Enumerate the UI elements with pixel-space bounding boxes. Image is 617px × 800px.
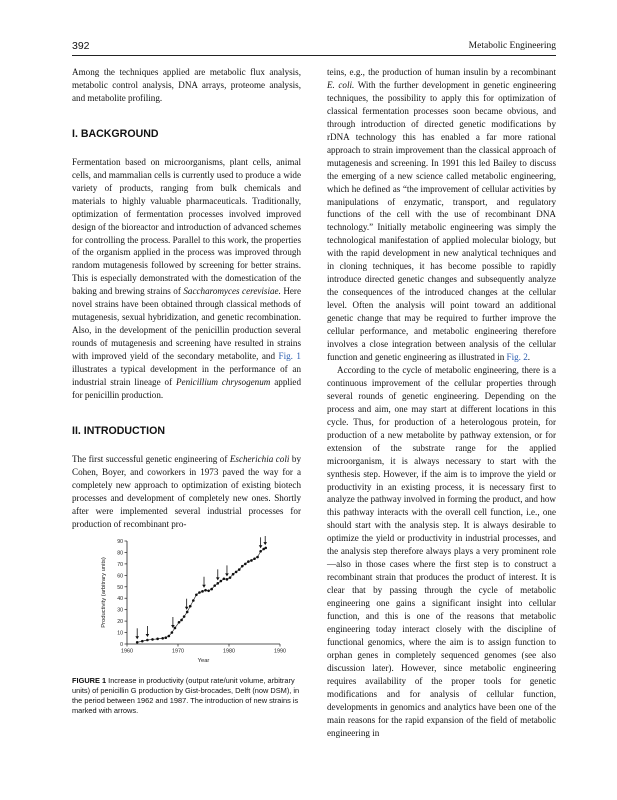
data-point bbox=[256, 556, 259, 559]
data-point bbox=[247, 560, 250, 563]
data-point bbox=[198, 591, 201, 594]
data-point bbox=[207, 589, 210, 592]
data-point bbox=[229, 576, 232, 579]
y-tick-label: 80 bbox=[117, 550, 123, 557]
data-point bbox=[171, 631, 174, 634]
data-point bbox=[156, 638, 159, 641]
data-point bbox=[164, 636, 167, 639]
x-tick-label: 1990 bbox=[274, 648, 286, 655]
data-point bbox=[174, 627, 177, 630]
data-point bbox=[223, 577, 226, 580]
data-point bbox=[250, 559, 253, 562]
data-point bbox=[244, 563, 247, 566]
figure-1 bbox=[72, 536, 301, 671]
data-point bbox=[232, 573, 235, 576]
data-point bbox=[241, 565, 244, 568]
data-point bbox=[264, 547, 267, 550]
productivity-line bbox=[137, 548, 266, 642]
productivity-chart bbox=[72, 536, 301, 666]
y-tick-label: 90 bbox=[117, 539, 123, 545]
figure-2-link[interactable]: Fig. 2 bbox=[506, 351, 528, 362]
data-point bbox=[235, 571, 238, 574]
data-point bbox=[195, 593, 198, 596]
introduction-paragraph: The first successful genetic engineering of Escherichia coli by Cohen, Boyer, and coworkers in 1973 paved the way for a completely new approach to optimization of existing biotech processes and development of completely new ones. Shortly after were implemented several industrial processes for production of recombinant pro- bbox=[72, 453, 301, 529]
data-point bbox=[192, 599, 195, 602]
running-head: Metabolic Engineering bbox=[468, 41, 556, 51]
x-tick-label: 1960 bbox=[121, 648, 133, 655]
y-tick-label: 30 bbox=[117, 607, 123, 614]
y-tick-label: 60 bbox=[117, 573, 123, 580]
new-strain-arrowhead bbox=[185, 607, 189, 610]
y-tick-label: 0 bbox=[120, 642, 123, 648]
new-strain-arrowhead bbox=[135, 636, 139, 639]
data-point bbox=[210, 588, 213, 591]
data-point bbox=[136, 641, 139, 644]
right-paragraph-1: teins, e.g., the production of human insulin by a recombinant E. coli. With the further development in genetic engineering techniques, the possibility to apply this for optimization of classical fermentation processes soon became obvious, and through introduction of directed genetic modifications by rDNA technology this has enabled a far more rational approach to strain improvement than the classical approach of mutagenesis and screening. In 1991 this led Bailey to discuss the emerging of a new science called metabolic engineering, which he defined as “the improvement of cellular activities by manipulations of enzymatic, transport, and regulatory functions of the cell with the use of recombinant DNA technology.” Initially metabolic engineering was simply the technological manifestation of applied molecular biology, but with the rapid development in new analytical techniques and in cloning techniques, it has become possible to rapidly introduce directed genetic changes and subsequently analyze the consequences of the introduced changes at the cellular level. Often the analysis will point toward an additional genetic change that may be required to further improve the cellular performance, and metabolic engineering therefore involves a close integration between analysis of the cellular function and genetic engineering as illustrated in Fig. 2. bbox=[327, 67, 556, 362]
section-heading-background: I. BACKGROUND bbox=[72, 127, 159, 140]
data-point bbox=[183, 615, 186, 618]
x-tick-label: 1970 bbox=[172, 648, 184, 655]
data-point bbox=[161, 637, 164, 640]
x-axis-label: Year bbox=[197, 658, 210, 664]
y-tick-label: 20 bbox=[117, 619, 123, 626]
new-strain-arrowhead bbox=[146, 634, 150, 637]
page-number: 392 bbox=[72, 40, 90, 52]
data-point bbox=[180, 619, 183, 622]
data-point bbox=[168, 635, 171, 638]
new-strain-arrowhead bbox=[216, 577, 220, 580]
data-point bbox=[213, 584, 216, 587]
y-axis-label: Productivity (arbitrary units) bbox=[101, 557, 107, 628]
data-point bbox=[253, 557, 256, 560]
new-strain-arrowhead bbox=[202, 585, 206, 588]
y-tick-label: 50 bbox=[117, 584, 123, 591]
background-paragraph: Fermentation based on microorganisms, plant cells, animal cells, and mammalian cells is currently used to produce a wide variety of products, ranging from bulk chemicals and materials to highly valuable pharmaceuticals. Traditionally, optimization of fermentation processes involved improved design of the bioreactor and introduction of advanced schemes for controlling the process. Parallel to this work, the properties of the organism applied in the process was improved through random mutagenesis followed by screening for better strains. This is especially demonstrated with the domestication of the baking and brewing strains of Saccharomyces cerevisiae. Here novel strains have been obtained through classical methods of mutagenesis, sexual hybridization, and genetic recombination. Also, in the development of the penicillin production several rounds of mutagenesis and screening have resulted in strains with improved yield of the secondary metabolite, and Fig. 1 illustrates a typical development in the performance of an industrial strain lineage of Penicillium chrysogenum applied for penicillin production. bbox=[72, 156, 301, 400]
x-tick-label: 1980 bbox=[223, 648, 235, 655]
right-paragraph-2: According to the cycle of metabolic engineering, there is a continuous improvement of the cellular properties through several rounds of genetic engineering. Depending on the process and aim, one may start at different locations in this cycle. Thus, for production of a heterologous protein, for production of a new metabolite by pathway extension, or for extension of the substrate range for the applied microorganism, it is always necessary to start with the synthesis step. However, if the aim is to improve the yield or productivity in an existing process, it is necessary first to analyze the pathway involved in forming the product, and how this pathway interacts with the overall cell function, i.e., one should start with the analysis step. It is always desirable to optimize the yield or productivity in industrial processes, and the analysis step therefore always plays a very prominent role—also in those cases where the first step is to construct a recombinant strain that produces the product of interest. It is clear that by passing through the cycle of metabolic engineering one gains a significant insight into cellular function, and this is one of the reasons that metabolic engineering today interact closely with the discipline of functional genomics, where the aim is to assign function to orphan genes in completely sequenced genomes (see also discussion later). However, since metabolic engineering requires availability of the proper tools for genetic modifications and for analysis of cellular function, developments in genomics and analytics have been one of the main reasons for the rapid expansion of the field of metabolic engineering in bbox=[327, 364, 556, 738]
data-point bbox=[220, 580, 223, 583]
new-strain-arrowhead bbox=[259, 545, 263, 548]
y-tick-label: 70 bbox=[117, 561, 123, 568]
data-point bbox=[216, 582, 219, 585]
data-point bbox=[178, 621, 181, 624]
data-point bbox=[238, 568, 241, 571]
new-strain-arrowhead bbox=[225, 573, 229, 576]
data-point bbox=[141, 640, 144, 643]
y-tick-label: 40 bbox=[117, 596, 123, 603]
data-point bbox=[186, 611, 189, 614]
figure-1-caption bbox=[72, 676, 301, 716]
data-point bbox=[226, 578, 229, 581]
right-column bbox=[327, 66, 556, 740]
data-point bbox=[204, 589, 207, 592]
data-point bbox=[146, 639, 149, 642]
data-point bbox=[201, 590, 204, 593]
caption-text: Increase in productivity (output rate/unit volume, arbitrary units) of penicillin G production by Gist-brocades, Delft (now DSM), in the period between 1962 and 1987. The introduction of new strains is marked with arrows. bbox=[72, 676, 300, 715]
y-tick-label: 10 bbox=[117, 630, 123, 637]
data-point bbox=[189, 605, 192, 608]
data-point bbox=[151, 638, 154, 641]
left-column bbox=[72, 66, 301, 531]
figure-1-link[interactable]: Fig. 1 bbox=[278, 351, 301, 362]
caption-label: FIGURE 1 bbox=[72, 676, 107, 685]
header-rule bbox=[72, 55, 556, 56]
data-point bbox=[259, 550, 262, 553]
section-heading-introduction: II. INTRODUCTION bbox=[72, 424, 165, 437]
new-strain-arrowhead bbox=[263, 542, 267, 545]
intro-paragraph: Among the techniques applied are metabolic flux analysis, metabolic control analysis, DNA arrays, proteome analysis, and metabolite profiling. bbox=[72, 67, 301, 103]
